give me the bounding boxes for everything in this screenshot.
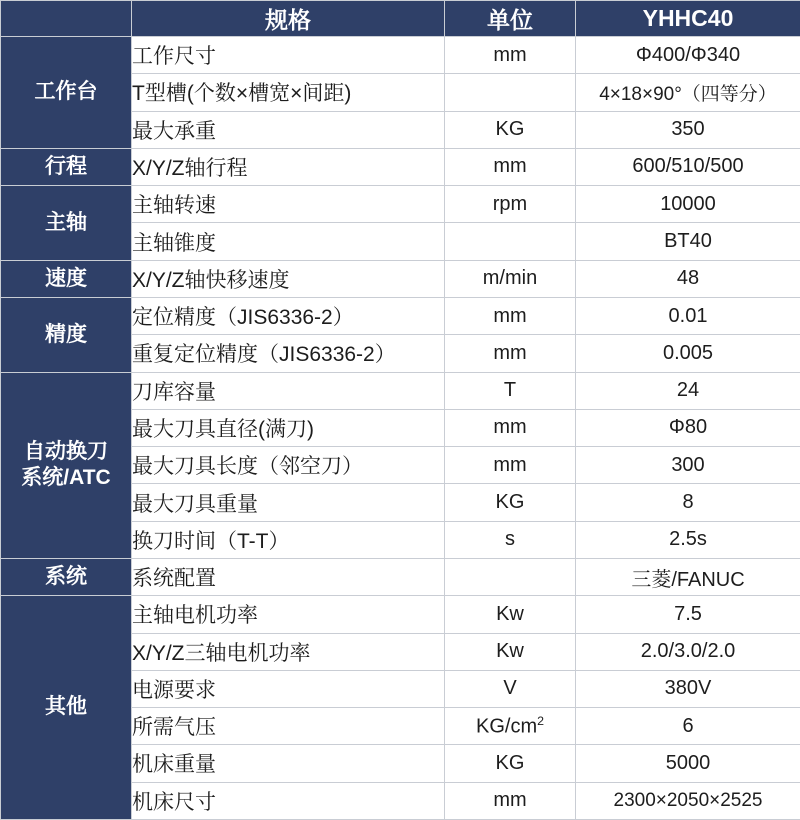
spec-unit: mm — [445, 782, 576, 819]
spec-unit: mm — [445, 148, 576, 185]
spec-value: BT40 — [576, 223, 800, 260]
header-corner — [1, 1, 132, 37]
category-cell: 速度 — [1, 260, 132, 297]
category-line-2: 系统/ATC — [21, 466, 111, 490]
spec-unit — [445, 558, 576, 595]
category-cell: 工作台 — [1, 37, 132, 149]
spec-name: 主轴转速 — [132, 186, 445, 223]
table-row — [1, 186, 800, 223]
spec-name: 最大承重 — [132, 111, 445, 148]
spec-unit: rpm — [445, 186, 576, 223]
spec-name: 重复定位精度（JIS6336-2） — [132, 335, 445, 372]
spec-unit: KG — [445, 111, 576, 148]
category-cell: 行程 — [1, 148, 132, 185]
spec-value: 三菱/FANUC — [576, 558, 800, 595]
header-spec: 规格 — [132, 1, 445, 37]
spec-name: 最大刀具直径(满刀) — [132, 409, 445, 446]
table-row — [1, 558, 800, 595]
spec-unit: mm — [445, 409, 576, 446]
spec-value: 2300×2050×2525 — [576, 782, 800, 819]
spec-unit: KG — [445, 745, 576, 782]
spec-value: 7.5 — [576, 596, 800, 633]
spec-unit: s — [445, 521, 576, 558]
spec-unit: mm — [445, 297, 576, 334]
table-row — [1, 596, 800, 633]
spec-unit: Kw — [445, 633, 576, 670]
spec-name: 最大刀具长度（邻空刀） — [132, 447, 445, 484]
table-row — [1, 297, 800, 334]
spec-unit — [445, 223, 576, 260]
spec-name: 主轴电机功率 — [132, 596, 445, 633]
spec-name: 电源要求 — [132, 670, 445, 707]
spec-value: 2.0/3.0/2.0 — [576, 633, 800, 670]
spec-value: 10000 — [576, 186, 800, 223]
spec-name: X/Y/Z三轴电机功率 — [132, 633, 445, 670]
spec-value: Φ80 — [576, 409, 800, 446]
header-model: YHHC40 — [576, 1, 800, 37]
spec-name: 系统配置 — [132, 558, 445, 595]
table-row — [1, 260, 800, 297]
spec-name: 机床重量 — [132, 745, 445, 782]
spec-name: 主轴锥度 — [132, 223, 445, 260]
category-cell: 精度 — [1, 297, 132, 372]
spec-value: 48 — [576, 260, 800, 297]
table-header-row — [1, 1, 800, 37]
spec-value: 300 — [576, 447, 800, 484]
category-cell: 其他 — [1, 596, 132, 820]
spec-name: 所需气压 — [132, 708, 445, 745]
spec-value: 600/510/500 — [576, 148, 800, 185]
spec-name: 机床尺寸 — [132, 782, 445, 819]
spec-name: X/Y/Z轴快移速度 — [132, 260, 445, 297]
spec-unit: V — [445, 670, 576, 707]
spec-value: 350 — [576, 111, 800, 148]
spec-name: 定位精度（JIS6336-2） — [132, 297, 445, 334]
spec-unit: KG — [445, 484, 576, 521]
header-unit: 单位 — [445, 1, 576, 37]
unit-superscript: 2 — [537, 713, 545, 728]
category-cell: 主轴 — [1, 186, 132, 261]
spec-name: T型槽(个数×槽宽×间距) — [132, 74, 445, 111]
spec-unit: mm — [445, 335, 576, 372]
spec-value: 5000 — [576, 745, 800, 782]
category-cell: 系统 — [1, 558, 132, 595]
spec-value: Φ400/Φ340 — [576, 37, 800, 74]
spec-value: 2.5s — [576, 521, 800, 558]
spec-value: 8 — [576, 484, 800, 521]
spec-value: 24 — [576, 372, 800, 409]
spec-value: 4×18×90°（四等分） — [576, 74, 800, 111]
spec-name: 刀库容量 — [132, 372, 445, 409]
spec-value: 6 — [576, 708, 800, 745]
spec-name: 换刀时间（T-T） — [132, 521, 445, 558]
unit-base: KG/cm — [475, 715, 538, 738]
spec-value: 0.01 — [576, 297, 800, 334]
spec-unit: Kw — [445, 596, 576, 633]
spec-unit — [445, 708, 576, 745]
spec-unit: mm — [445, 37, 576, 74]
table-row — [1, 372, 800, 409]
spec-unit — [445, 74, 576, 111]
table-row — [1, 37, 800, 74]
spec-value: 380V — [576, 670, 800, 707]
table-row — [1, 148, 800, 185]
spec-value: 0.005 — [576, 335, 800, 372]
spec-unit: T — [445, 372, 576, 409]
category-cell — [1, 372, 132, 558]
spec-name: 工作尺寸 — [132, 37, 445, 74]
spec-name: 最大刀具重量 — [132, 484, 445, 521]
spec-unit: m/min — [445, 260, 576, 297]
spec-name: X/Y/Z轴行程 — [132, 148, 445, 185]
spec-unit: mm — [445, 447, 576, 484]
category-line-1: 自动换刀 — [24, 439, 108, 463]
